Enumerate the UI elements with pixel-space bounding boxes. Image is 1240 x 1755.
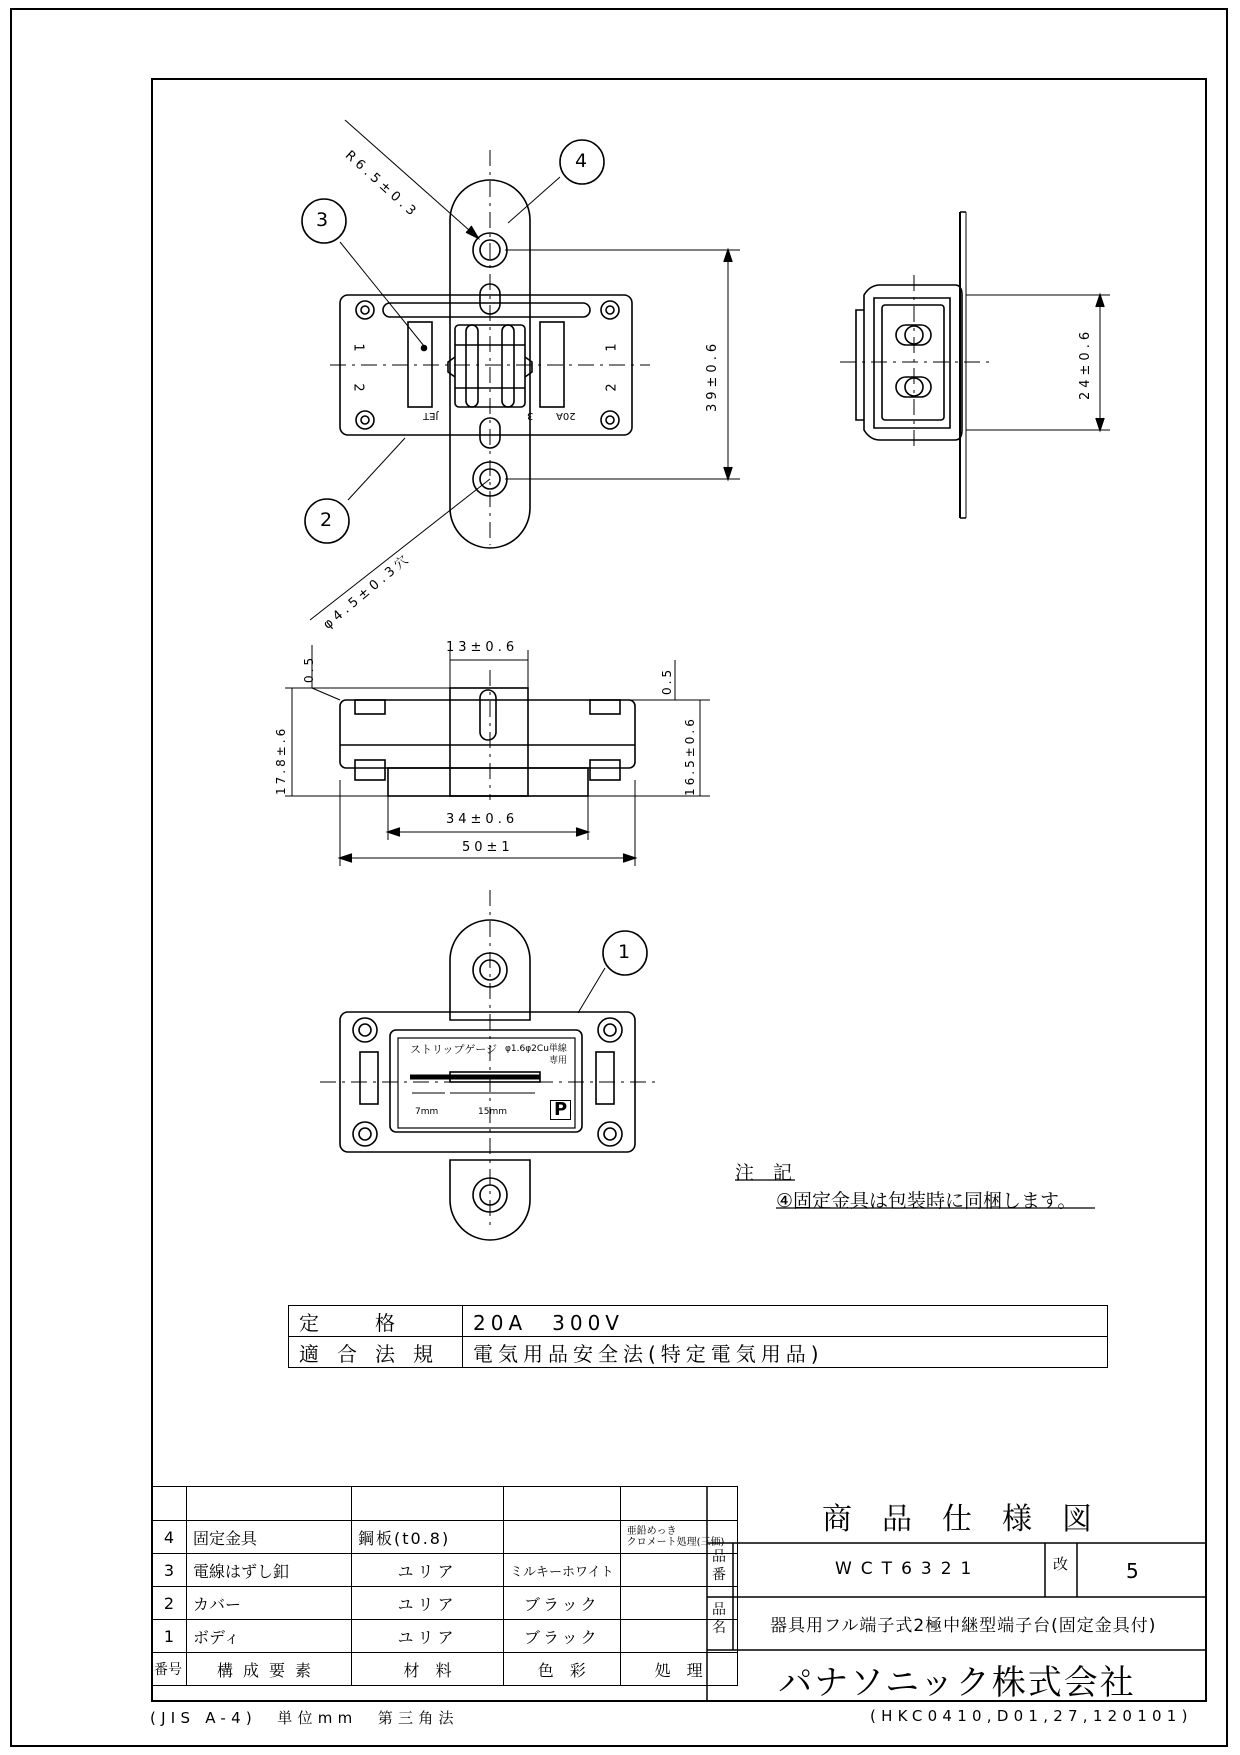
mark-3: 3	[527, 410, 534, 421]
footer-left: (JIS A-4) 単位mm 第三角法	[150, 1709, 459, 1727]
dim-radius: R6.5±0.3	[341, 148, 422, 222]
pole-1-left: 1	[350, 343, 366, 352]
strip-gauge-wire-note-2: 専用	[549, 1056, 568, 1066]
hinmei-label: 品名	[712, 1602, 726, 1636]
law-label: 適合法規	[289, 1337, 463, 1368]
table-row: 3 電線はずし釦 ユリア ミルキーホワイト	[152, 1554, 738, 1587]
company-name: パナソニック株式会社	[778, 1663, 1136, 1703]
hinmei-value: 器具用フル端子式2極中継型端子台(固定金具付)	[770, 1616, 1157, 1636]
callout-3: 3	[316, 209, 329, 231]
rev-value: 5	[1126, 1559, 1139, 1583]
table-row: 2 カバー ユリア ブラック	[152, 1587, 738, 1620]
rev-label: 改	[1053, 1555, 1069, 1573]
jet-mark: JET	[423, 410, 439, 421]
table-row: 4 固定金具 鋼板(t0.8) 亜鉛めっき クロメート処理(三価)	[152, 1521, 738, 1554]
dim-05-right: 0.5	[660, 666, 674, 695]
pole-1-right: 1	[604, 343, 620, 352]
dim-34: 34±0.6	[446, 812, 519, 827]
footer-right: (HKC0410,D01,27,120101)	[870, 1707, 1193, 1725]
callout-2: 2	[320, 509, 333, 531]
strip-gauge-15mm: 15mm	[478, 1107, 507, 1117]
hinban-label: 品番	[712, 1549, 726, 1583]
rating-label: 定 格	[289, 1306, 463, 1337]
callout-1: 1	[618, 941, 631, 963]
table-row: 1 ボディ ユリア ブラック	[152, 1620, 738, 1653]
dim-39: 39±0.6	[705, 339, 720, 412]
note-line-1: ④固定金具は包装時に同梱します。	[776, 1190, 1077, 1212]
table-header-row: 番号 構成要素 材 料 色 彩 処 理	[152, 1653, 738, 1686]
dim-50: 50±1	[462, 840, 514, 855]
rating-mark: 20A	[556, 410, 576, 421]
law-value: 電気用品安全法(特定電気用品)	[463, 1337, 1108, 1368]
dim-165: 16.5±0.6	[683, 716, 697, 796]
dim-hole: φ4.5±0.3穴	[320, 550, 415, 633]
rating-value: 20A 300V	[463, 1306, 1108, 1337]
strip-gauge-wire-note: φ1.6φ2Cu単線	[505, 1044, 567, 1054]
dim-13: 13±0.6	[446, 640, 519, 655]
dim-178: 17.8±.6	[274, 725, 288, 795]
hinban-value: WCT6321	[835, 1559, 981, 1579]
pole-2-right: 2	[604, 383, 620, 392]
panasonic-p-logo: P	[550, 1100, 571, 1120]
callout-4: 4	[575, 150, 588, 172]
dim-24: 24±0.6	[1078, 327, 1093, 400]
pole-2-left: 2	[350, 383, 366, 392]
strip-gauge-7mm: 7mm	[415, 1107, 439, 1117]
dim-05-left: 0.5	[302, 654, 316, 683]
strip-gauge-title: ストリップゲージ	[410, 1043, 498, 1056]
note-heading: 注 記	[735, 1162, 793, 1184]
doc-type-title: 商 品 仕 様 図	[822, 1502, 1092, 1537]
